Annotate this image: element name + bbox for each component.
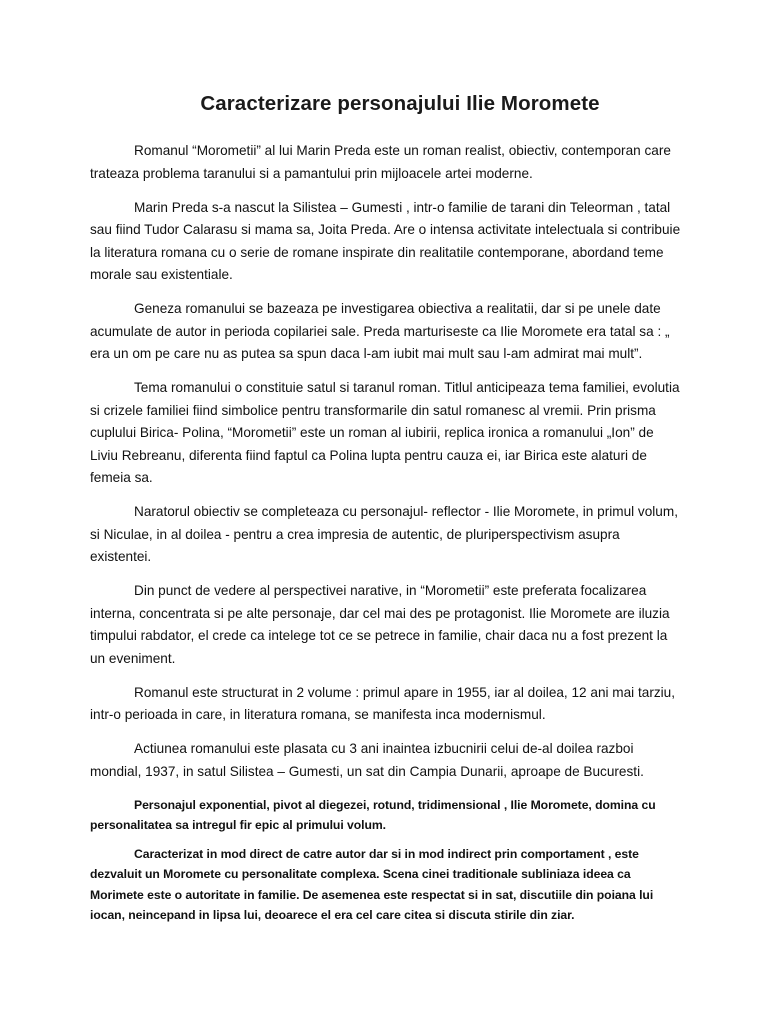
paragraph-author-bio: Marin Preda s-a nascut la Silistea – Gumesti , intr-o familie de tarani din Teleorman , tatal sau fiind Tudor Calarasu si mama sa, Joita Preda. Are o intensa activitate intelectuala si contribuie la literatura romana cu o serie de romane inspirate din realitatile contemporane, abordand teme morale sau existentiale.	[90, 199, 681, 282]
paragraph-narrator: Naratorul obiectiv se completeaza cu personajul- reflector - Ilie Moromete, in primul volum, si Niculae, in al doilea - pentru a crea impresia de autentic, de pluriperspectivism asupra existentei.	[90, 504, 678, 564]
page-title: Caracterizare personajului Ilie Moromete	[200, 92, 600, 115]
paragraph-genesis: Geneza romanului se bazeaza pe investigarea obiectiva a realitatii, dar si pe unele date acumulate de autor in perioda copilariei sale. Preda marturiseste ca Ilie Moromete era tatal sa : „ era un om pe care nu as putea sa spun daca l-am iubit mai mult sau l-am admirat mai mult”.	[90, 301, 670, 361]
paragraph-theme: Tema romanului o constituie satul si taranul roman. Titlul anticipeaza tema familiei, evolutia si crizele familiei fiind simbolice pentru transformarile din satul romanesc al vremii. Prin prisma cuplului Birica- Polina, “Morometii” este un roman al iubirii, replica ironica a romanului „Ion” de Liviu Rebreanu, diferenta fiind faptul ca Polina lupta pentru cauza ei, iar Birica este alaturi de femeia sa.	[90, 380, 680, 485]
paragraph-structure: Romanul este structurat in 2 volume : primul apare in 1955, iar al doilea, 12 ani mai tarziu, intr-o perioada in care, in literatura romana, se manifesta inca modernismul.	[90, 684, 676, 722]
paragraph-characterization: Caracterizat in mod direct de catre autor dar si in mod indirect prin comportament , este dezvaluit un Moromete cu personalitate complexa. Scena cinei traditionale subliniaza ideea ca Morimete este o autoritate in familie. De asemenea este respectat si in sat, discutiile din poiana lui iocan, neincepand in lipsa lui, deoarece el era cel care citea si discuta stirile din ziar.	[90, 846, 654, 923]
paragraph-intro: Romanul “Morometii” al lui Marin Preda este un roman realist, obiectiv, contemporan care trateaza problema taranului si a pamantului prin mijloacele artei moderne.	[90, 143, 671, 181]
paragraph-setting: Actiunea romanului este plasata cu 3 ani inaintea izbucnirii celui de-al doilea razboi mondial, 1937, in satul Silistea – Gumesti, un sat din Campia Dunarii, aproape de Bucuresti.	[90, 741, 644, 779]
document-page	[90, 92, 682, 934]
paragraph-perspective: Din punct de vedere al perspectivei narative, in “Morometii” este preferata focalizarea interna, concentrata si pe alte personaje, dar cel mai des pe protagonist. Ilie Moromete are iluzia timpului rabdator, el crede ca intelege tot ce se petrece in familie, chair daca nu a fost prezent la un eveniment.	[90, 583, 670, 666]
paragraph-character: Personajul exponential, pivot al diegezei, rotund, tridimensional , Ilie Moromete, domina cu personalitatea sa intregul fir epic al primului volum.	[90, 797, 656, 833]
